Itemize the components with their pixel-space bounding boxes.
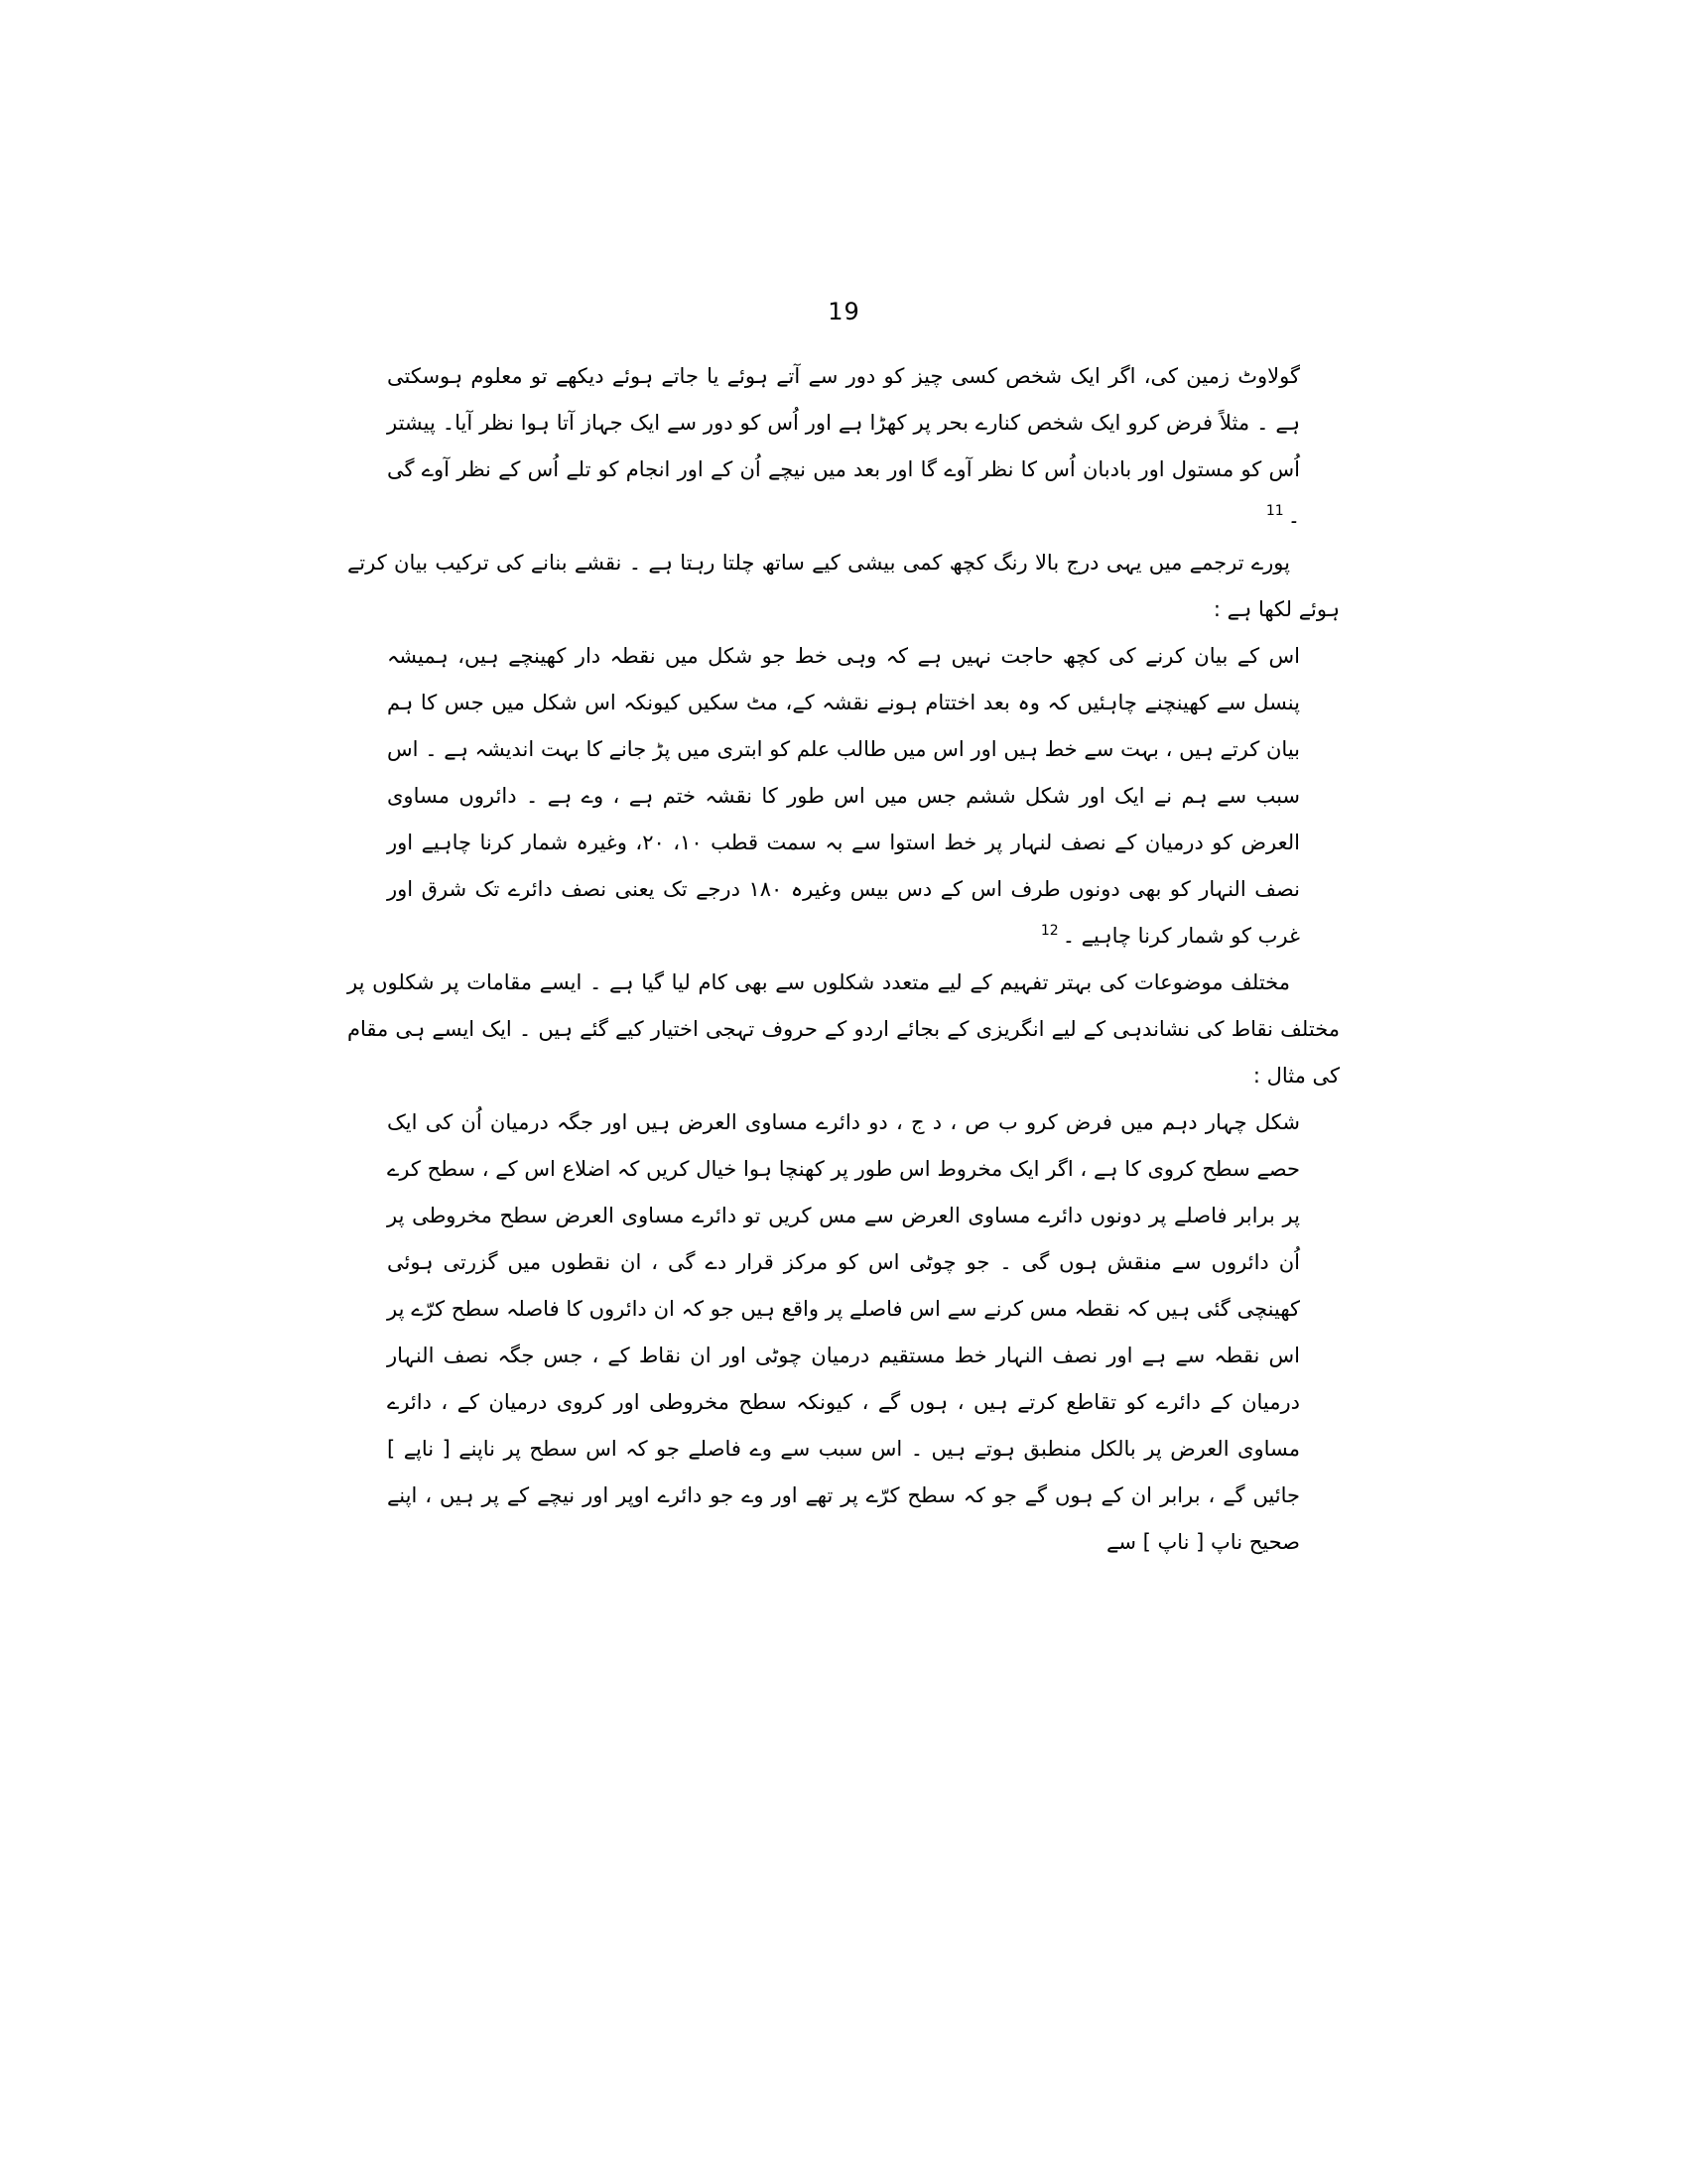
- quote-text: اس کے بیان کرنے کی کچھ حاجت نہیں ہے کہ وہی خط جو شکل میں نقطہ دار کھینچے ہیں، ہمیشہ پنسل سے کھینچنے چاہئیں کہ وہ بعد اختتام ہونے نقشہ کے، مٹ سکیں کیونکہ اس شکل میں جس کا ہم بیان کرتے ہیں ، بہت سے خط ہیں اور اس میں طالب علم کو ابتری میں پڑ جانے کا بہت اندیشہ ہے ۔ اس سبب سے ہم نے ایک اور شکل ششم جس میں اس طور کا نقشہ ختم ہے ، وے ہے ۔ دائروں مساوی العرض کو درمیان کے نصف لنہار پر خط استوا سے بہ سمت قطب ۱۰، ۲۰، وغیرہ شمار کرنا چاہیے اور نصف النہار کو بھی دونوں طرف اس کے دس بیس وغیرہ ۱۸۰ درجے تک یعنی نصف دائرے تک شرق اور غرب کو شمار کرنا چاہیے ۔: [387, 644, 1300, 948]
- footnote-ref: 12: [1040, 923, 1059, 939]
- body-paragraph-2: [347, 960, 1340, 1099]
- page-body: [347, 349, 1340, 1566]
- page-number: 19: [828, 298, 860, 325]
- quote-text: شکل چہار دہم میں فرض کرو ب ص ، د ج ، دو دائرے مساوی العرض ہیں اور جگہ درمیان اُن کی ایک حصے سطح کروی کا ہے ، اگر ایک مخروط اس طور پر کھنچا ہوا خیال کریں کہ اضلاع اس کے ، سطح کرے پر برابر فاصلے پر دونوں دائرے مساوی العرض سے مس کریں تو دائرے مساوی العرض سطح مخروطی پر اُن دائروں سے منقش ہوں گی ۔ جو چوٹی اس کو مرکز قرار دے گی ، ان نقطوں میں گزرتی ہوئی کھینچی گئی ہیں کہ نقطہ مس کرنے سے اس فاصلے پر واقع ہیں جو کہ ان دائروں کا فاصلہ سطح کرّے پر اس نقطہ سے ہے اور نصف النہار خط مستقیم درمیان چوٹی اور ان نقاط کے ، جس جگہ نصف النہار درمیان کے دائرے کو تقاطع کرتے ہیں ، ہوں گے ، کیونکہ سطح مخروطی اور کروی درمیان کے ، دائرے مساوی العرض پر بالکل منطبق ہوتے ہیں ۔ اس سبب سے وے فاصلے جو کہ اس سطح پر ناپنے [ ناپے ] جائیں گے ، برابر ان کے ہوں گے جو کہ سطح کرّے پر تھے اور وے جو دائرے اوپر اور نیچے کے پر ہیں ، اپنے صحیح ناپ [ ناپ ] سے: [387, 1110, 1300, 1554]
- paragraph-text: مختلف موضوعات کی بہتر تفہیم کے لیے متعدد شکلوں سے بھی کام لیا گیا ہے ۔ ایسے مقامات پر شکلوں پر مختلف نقاط کی نشاندہی کے لیے انگریزی کے بجائے اردو کے حروف تہجی اختیار کیے گئے ہیں ۔ ایک ایسے ہی مقام کی مثال :: [347, 970, 1340, 1088]
- quote-block-3: [387, 1099, 1300, 1566]
- quote-text: گولاوٹ زمین کی، اگر ایک شخص کسی چیز کو دور سے آتے ہوئے یا جاتے ہوئے دیکھے تو معلوم ہوسکتی ہے ۔ مثلاً فرض کرو ایک شخص کنارے بحر پر کھڑا ہے اور اُس کو دور سے ایک جہاز آتا ہوا نظر آیا۔ پیشتر اُس کو مستول اور بادبان اُس کا نظر آوے گا اور بعد میں نیچے اُن کے اور انجام کو تلے اُس کے نظر آوے گی ۔: [387, 364, 1300, 528]
- quote-block-1: [387, 353, 1300, 540]
- body-paragraph-1: [347, 540, 1340, 633]
- paragraph-text: پورے ترجمے میں یہی درج بالا رنگ کچھ کمی بیشی کیے ساتھ چلتا رہتا ہے ۔ نقشے بنانے کی ترکیب بیان کرتے ہوئے لکھا ہے :: [347, 551, 1340, 621]
- footnote-ref: 11: [1265, 503, 1284, 519]
- quote-block-2: [387, 633, 1300, 960]
